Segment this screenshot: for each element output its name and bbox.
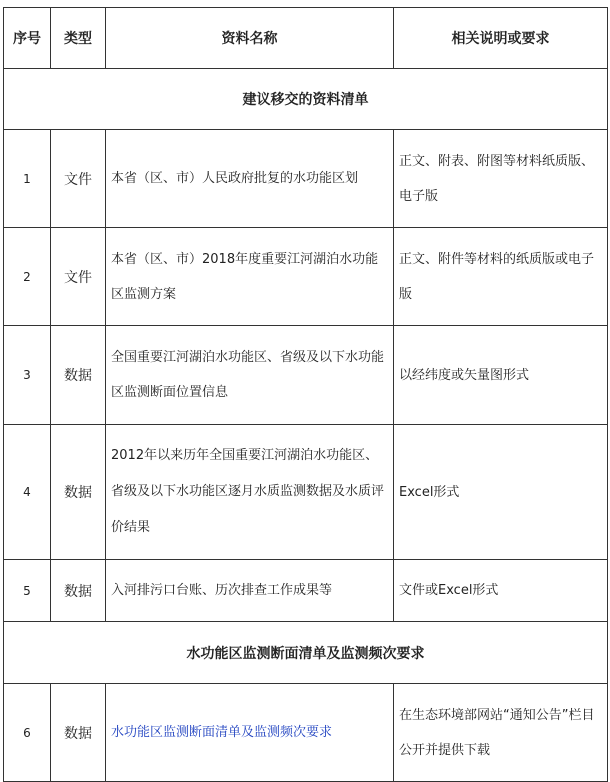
section-title: 水功能区监测断面清单及监测频次要求 <box>4 622 608 684</box>
row-note: 文件或Excel形式 <box>394 560 608 622</box>
row-type: 数据 <box>51 326 106 425</box>
header-name: 资料名称 <box>106 8 394 69</box>
row-seq: 6 <box>4 684 51 782</box>
table-row <box>4 425 608 560</box>
row-seq: 4 <box>4 425 51 560</box>
row-type: 数据 <box>51 425 106 560</box>
table-row <box>4 130 608 228</box>
row-name <box>106 684 394 782</box>
header-type: 类型 <box>51 8 106 69</box>
row-type: 文件 <box>51 228 106 326</box>
row-name: 本省（区、市）2018年度重要江河湖泊水功能区监测方案 <box>106 228 394 326</box>
section-row <box>4 69 608 130</box>
table-row <box>4 684 608 782</box>
materials-table <box>3 7 608 782</box>
row-name: 全国重要江河湖泊水功能区、省级及以下水功能区监测断面位置信息 <box>106 326 394 425</box>
row-seq: 5 <box>4 560 51 622</box>
row-type: 数据 <box>51 684 106 782</box>
row-name: 入河排污口台账、历次排查工作成果等 <box>106 560 394 622</box>
row-name: 本省（区、市）人民政府批复的水功能区划 <box>106 130 394 228</box>
row-note: Excel形式 <box>394 425 608 560</box>
row-type: 数据 <box>51 560 106 622</box>
table-row <box>4 326 608 425</box>
header-seq: 序号 <box>4 8 51 69</box>
row-seq: 3 <box>4 326 51 425</box>
row-note: 正文、附件等材料的纸质版或电子版 <box>394 228 608 326</box>
table-row <box>4 228 608 326</box>
row-note: 正文、附表、附图等材料纸质版、电子版 <box>394 130 608 228</box>
row-note: 以经纬度或矢量图形式 <box>394 326 608 425</box>
monitoring-list-link[interactable]: 水功能区监测断面清单及监测频次要求 <box>111 725 333 740</box>
row-seq: 1 <box>4 130 51 228</box>
row-note: 在生态环境部网站“通知公告”栏目公开并提供下载 <box>394 684 608 782</box>
row-type: 文件 <box>51 130 106 228</box>
header-note: 相关说明或要求 <box>394 8 608 69</box>
section-row <box>4 622 608 684</box>
row-name: 2012年以来历年全国重要江河湖泊水功能区、省级及以下水功能区逐月水质监测数据及水质评价结果 <box>106 425 394 560</box>
section-title: 建议移交的资料清单 <box>4 69 608 130</box>
row-seq: 2 <box>4 228 51 326</box>
header-row <box>4 8 608 69</box>
table-row <box>4 560 608 622</box>
